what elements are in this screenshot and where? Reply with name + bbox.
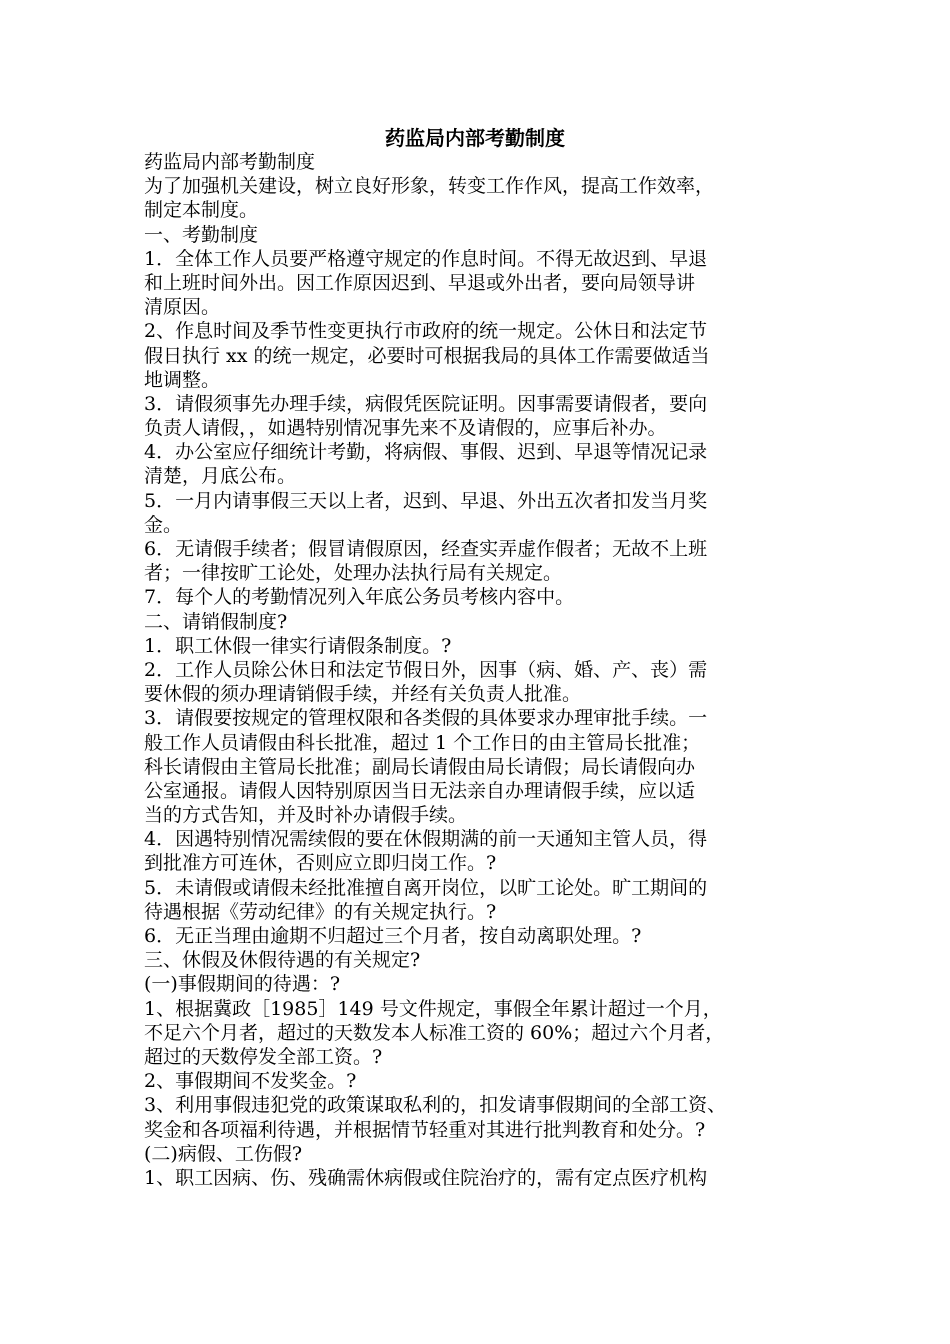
text-line: 当的方式告知，并及时补办请假手续。 — [144, 804, 468, 827]
text-line: 到批准方可连休，否则应立即归岗工作。? — [144, 852, 497, 875]
document-body — [144, 150, 814, 1190]
text-line: 不足六个月者，超过的天数发本人标准工资的 60%；超过六个月者， — [144, 1021, 725, 1044]
text-line: 和上班时间外出。因工作原因迟到、早退或外出者，要向局领导讲 — [144, 271, 696, 294]
text-line: 地调整。 — [144, 368, 221, 391]
document-title: 药监局内部考勤制度 — [385, 126, 565, 150]
text-line: 为了加强机关建设，树立良好形象，转变工作作风，提高工作效率， — [144, 175, 715, 198]
text-line: 公室通报。请假人因特别原因当日无法亲自办理请假手续，应以适 — [144, 779, 696, 802]
text-line: 7．每个人的考勤情况列入年底公务员考核内容中。 — [144, 586, 575, 609]
text-line: 2．工作人员除公休日和法定节假日外，因事（病、婚、产、丧）需 — [144, 658, 708, 681]
text-line: 2、作息时间及季节性变更执行市政府的统一规定。公休日和法定节 — [144, 320, 708, 343]
text-line: 4．因遇特别情况需续假的要在休假期满的前一天通知主管人员，得 — [144, 828, 708, 851]
text-line: 者；一律按旷工论处，处理办法执行局有关规定。 — [144, 562, 563, 585]
text-line: 4．办公室应仔细统计考勤，将病假、事假、迟到、早退等情况记录 — [144, 441, 708, 464]
text-line: 超过的天数停发全部工资。? — [144, 1045, 383, 1068]
text-line: 6．无正当理由逾期不归超过三个月者，按自动离职处理。? — [144, 925, 642, 947]
text-line: 5．未请假或请假未经批准擅自离开岗位，以旷工论处。旷工期间的 — [144, 876, 708, 899]
text-line: 药监局内部考勤制度 — [144, 151, 316, 173]
text-line: (二)病假、工伤假? — [144, 1142, 303, 1165]
text-line: 6．无请假手续者；假冒请假原因，经查实弄虚作假者；无故不上班 — [144, 538, 708, 560]
text-line: 科长请假由主管局长批准；副局长请假由局长请假；局长请假向办 — [144, 755, 696, 778]
text-line: 要休假的须办理请销假手续，并经有关负责人批准。 — [144, 683, 582, 706]
text-line: 负责人请假，，如遇特别情况事先来不及请假的，应事后补办。 — [144, 417, 667, 440]
text-line: 2、事假期间不发奖金。? — [144, 1070, 357, 1093]
text-line: 假日执行 xx 的统一规定，必要时可根据我局的具体工作需要做适当 — [144, 344, 710, 367]
text-line: 般工作人员请假由科长批准，超过 1 个工作日的由主管局长批准； — [144, 731, 701, 754]
text-line: 待遇根据《劳动纪律》的有关规定执行。? — [144, 900, 497, 923]
text-line: 3、利用事假违犯党的政策谋取私利的，扣发请事假期间的全部工资、 — [144, 1094, 727, 1117]
text-line: 1、根据冀政［1985］149 号文件规定，事假全年累计超过一个月， — [144, 997, 722, 1020]
text-line: (一)事假期间的待遇：? — [144, 973, 341, 996]
text-line: 5．一月内请事假三天以上者，迟到、早退、外出五次者扣发当月奖 — [144, 489, 708, 512]
text-line: 一、考勤制度 — [144, 223, 259, 246]
text-line: 1．职工休假一律实行请假条制度。? — [144, 634, 452, 657]
text-line: 3．请假要按规定的管理权限和各类假的具体要求办理审批手续。一 — [144, 707, 708, 730]
text-line: 1、职工因病、伤、残确需休病假或住院治疗的，需有定点医疗机构 — [144, 1166, 708, 1189]
text-line: 清原因。 — [144, 296, 221, 319]
text-line: 1．全体工作人员要严格遵守规定的作息时间。不得无故迟到、早退 — [144, 247, 708, 270]
text-line: 制定本制度。 — [144, 199, 259, 222]
text-line: 3．请假须事先办理手续，病假凭医院证明。因事需要请假者，要向 — [144, 392, 708, 415]
text-line: 二、请销假制度? — [144, 610, 288, 633]
text-line: 金。 — [144, 513, 183, 536]
text-line: 三、休假及休假待遇的有关规定? — [144, 949, 421, 972]
text-line: 清楚，月底公布。 — [144, 465, 297, 488]
text-line: 奖金和各项福利待遇，并根据情节轻重对其进行批判教育和处分。? — [144, 1118, 706, 1141]
